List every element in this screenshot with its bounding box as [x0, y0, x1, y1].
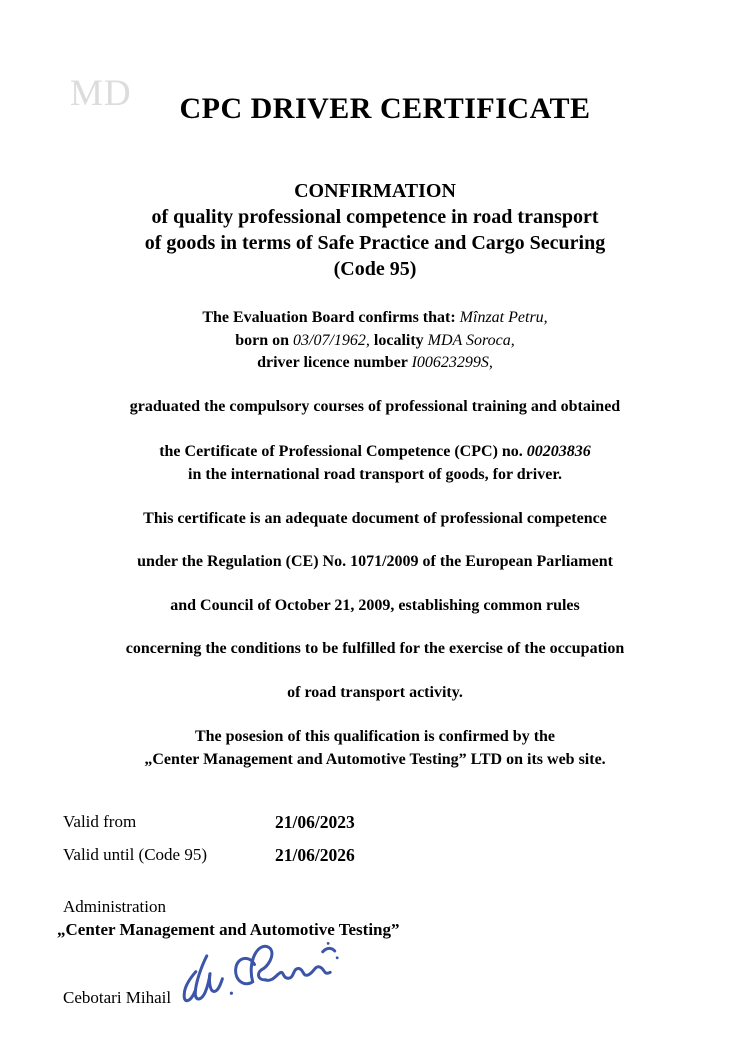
confirmation-subtitle-line: of goods in terms of Safe Practice and Cargo Securing: [144, 232, 606, 254]
administration-label: Administration: [63, 897, 166, 916]
legal-paragraph-line: This certificate is an adequate document of professional competence: [143, 510, 607, 527]
possession-line: „Center Management and Automotive Testing” LTD on its web site.: [144, 751, 606, 768]
confirmation-heading: CONFIRMATION: [294, 180, 456, 202]
locality-value: MDA Soroca,: [427, 331, 515, 349]
valid-from-value: 21/06/2023: [275, 812, 355, 832]
organization-name: „Center Management and Automotive Testing”: [57, 920, 400, 939]
legal-paragraphs: [0, 497, 750, 714]
possession-block: [0, 725, 750, 771]
md-watermark: MD: [70, 73, 132, 114]
holder-name-line: [0, 307, 750, 330]
holder-name: Mînzat Petru,: [459, 309, 548, 326]
legal-paragraph-line: and Council of October 21, 2009, establishing common rules: [170, 596, 580, 614]
legal-paragraph-line: concerning the conditions to be fulfilled for the exercise of the occupation: [125, 640, 625, 658]
valid-until-label: Valid until (Code 95): [63, 845, 208, 864]
holder-licence-line: [0, 352, 750, 375]
licence-number: I00623299S,: [411, 354, 493, 371]
valid-from-label: Valid from: [63, 812, 137, 831]
confirmation-subtitle-line: of quality professional competence in road transport: [151, 206, 599, 228]
cpc-block: [0, 440, 750, 486]
signer-name: Cebotari Mihail: [63, 988, 172, 1007]
cpc-number-line: [0, 440, 750, 463]
licence-label: driver licence number: [257, 354, 408, 371]
confirmation-subtitle-line: (Code 95): [333, 258, 417, 280]
confirmation-block: [0, 178, 750, 282]
holder-birth-line: [0, 330, 750, 353]
possession-line: The posesion of this qualification is confirmed by the: [194, 728, 556, 745]
legal-paragraph-line: under the Regulation (CE) No. 1071/2009 of the European Parliament: [137, 553, 613, 571]
valid-until-value: 21/06/2026: [275, 845, 355, 865]
holder-block: [0, 307, 750, 375]
page-title: CPC DRIVER CERTIFICATE: [179, 92, 591, 125]
legal-paragraph-line: of road transport activity.: [287, 683, 463, 701]
confirms-label: The Evaluation Board confirms that:: [202, 309, 456, 326]
born-label: born on: [235, 331, 290, 349]
locality-label: locality: [373, 331, 424, 349]
graduated-line: graduated the compulsory courses of professional training and obtained: [129, 398, 621, 415]
birth-date: 03/07/1962,: [293, 331, 370, 349]
signature-image: [176, 930, 351, 1014]
cpc-number: 00203836: [526, 443, 591, 460]
cpc-scope-line: in the international road transport of goods, for driver.: [188, 466, 562, 483]
cpc-label: the Certificate of Professional Competence (CPC) no.: [159, 443, 523, 460]
